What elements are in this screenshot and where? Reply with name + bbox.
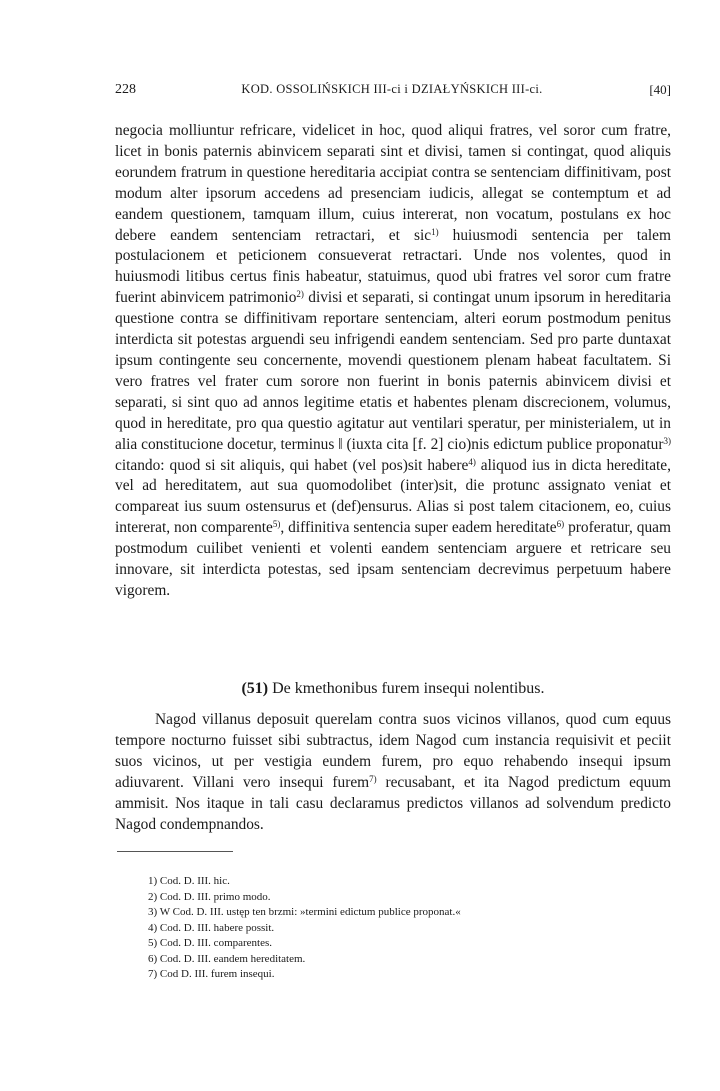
footnote-marker: 6) — [556, 519, 565, 530]
footnote: 6) Cod. D. III. eandem hereditatem. — [148, 952, 306, 965]
footnote-marker: 2) — [296, 289, 304, 300]
body-text: , diffinitiva sentencia super eadem hereditate — [280, 519, 557, 537]
section-paragraph — [115, 710, 671, 835]
footnote-marker: 1) — [431, 226, 439, 237]
footnote-marker: 3) — [663, 435, 671, 446]
section-number: (51) — [241, 680, 269, 697]
body-text: divisi et separati, si contingat unum ipsorum in hereditaria questione contra se diffinitivam reportare sentenciam, alteri eorum postmodum penitus interdicta sit potestas arguendi seu infrigendi eandem sentenciam. Sed pro parte duntaxat ipsum contingente seu concernente, movendi questionem plenam habeat facultatem. Si vero fratres vel frater cum sorore non fuerint in bonis paternis abinvicem divisi et separati, si sint quo ad annos legitime etatis et habentes plenam discrecionem, volumus, quod in hereditate, pro qua questio agitatur aut ventilari speratur, per ministerialem, ut in alia constitucione docetur, terminus ‖ (iuxta cita [f. 2] cio)nis edictum publice proponatur — [115, 289, 671, 453]
body-text: huiusmodi sentencia per talem postulacionem et peticionem consueverat retractari. Unde nos volentes, quod in huiusmodi litibus certus finis habeatur, statuimus, quod ubi fratres vel soror cum fratre fuerint abinvicem patrimonio — [115, 226, 671, 307]
footnotes — [148, 874, 608, 983]
footnote: 7) Cod D. III. furem insequi. — [148, 968, 275, 980]
section-text-block — [115, 710, 671, 835]
section-heading — [115, 680, 671, 698]
running-header — [113, 82, 671, 102]
main-text-block — [115, 121, 671, 602]
footnote-marker: 4) — [468, 456, 476, 467]
section-title: De kmethonibus furem insequi nolentibus. — [268, 680, 545, 697]
body-paragraph — [115, 121, 671, 602]
footnote: 3) W Cod. D. III. ustęp ten brzmi: »termini edictum publice proponat.« — [148, 906, 461, 918]
body-text: aliquod ius in dicta hereditate, vel ad hereditatem, aut sua quomodolibet (inter)sit, die protunc assignato veniat et compareat ius suum ostensurus et (def)ensurus. Alias si post talem citacionem, eo, cuius intererat, non comparente — [115, 456, 671, 537]
body-text: proferatur, quam postmodum cuilibet venienti et volenti eandem sentenciam arguere et retricare seu innovare, sit interdicta potestas, sed ipsam sentenciam decrevimus perpetuum habere vigorem. — [115, 519, 671, 599]
footnote: 4) Cod. D. III. habere possit. — [148, 921, 275, 934]
footnote: 2) Cod. D. III. primo modo. — [148, 890, 271, 903]
body-text: citando: quod si sit aliquis, qui habet (vel pos)sit habere — [115, 456, 469, 474]
body-text: negocia molliuntur refricare, videlicet in hoc, quod aliqui fratres, vel soror cum fratre, licet in bonis paternis abinvicem separati sint et divisi, tamen si contingat, quod aliquis eorundem fratrum in questione hereditaria accipiat contra se sentenciam diffinitivam, post modum alter ipsorum accedens ad presenciam iudicis, allegat se contemptum et ad eandem questionem, tamquam illum, cuius intererat, non vocatum, postulans ex hoc debere eandem sentenciam retractari, et sic — [115, 122, 671, 244]
footnote: 5) Cod. D. III. comparentes. — [148, 937, 273, 949]
page-number: 228 — [115, 82, 136, 97]
folio-number: [40] — [649, 82, 671, 97]
footnote-divider — [117, 851, 233, 852]
footnote-marker: 7) — [369, 773, 377, 784]
section-text: Nagod villanus deposuit querelam contra suos vicinos villanos, quod cum equus tempore nocturno fuisset sibi subtractus, idem Nagod cum instancia requisivit et peciit suos vicinos, ut per vestigia eundem furem, pro equo rehabendo insequi ipsum adiuvarent. Villani vero insequi furem — [115, 711, 671, 791]
footnote: 1) Cod. D. III. hic. — [148, 875, 230, 887]
section-text: recusabant, et ita Nagod predictum equum ammisit. Nos itaque in tali casu declaramus predictos villanos ad solvendum predicto Nagod condempnandos. — [115, 773, 671, 833]
running-title: KOD. OSSOLIŃSKICH III-ci i DZIAŁYŃSKICH III-ci. — [241, 82, 543, 96]
footnote-marker: 5) — [272, 519, 281, 530]
